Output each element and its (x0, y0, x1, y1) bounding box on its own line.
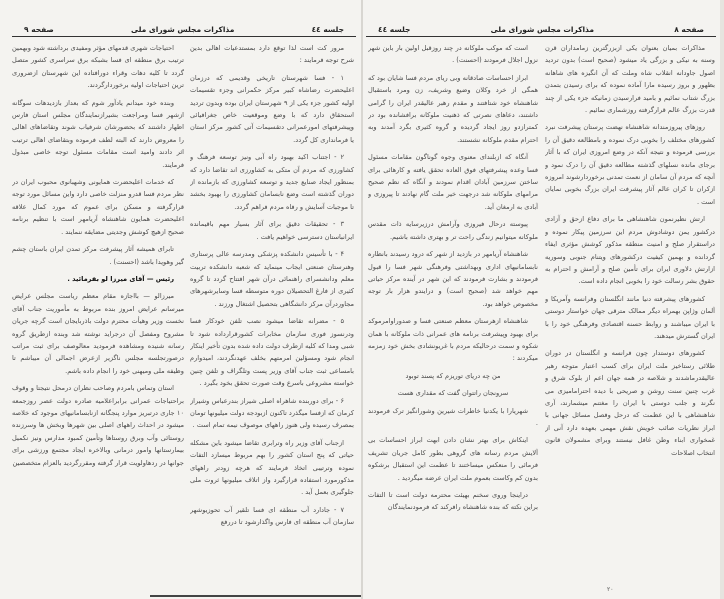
paragraph: شاهنشاه آریامهر در بازدید از شهر که درود رسیدند بانظاره نابسامانیهای اداری وبهداشتی وفرهنگی شهر فسا را قبول فرمودند و بشارت فرمودند که این شهر در آینده مرکز حیاتی مهم خواهد شد (صحیح است) و درایندو هزار بار توجه مخصوص خواهد بود. (368, 250, 538, 308)
paragraph: ۷ - جادارد آب منطقه ای فسا تلقیر آب تحوزیوشهر سازمان آب منطقه ای فارس واگذارشود تا دررفع (190, 505, 354, 527)
text-column-left (368, 42, 538, 562)
paragraph: ۶ - برای دوربنده شاهراه اصلی شیراز بندرعباس وشیراز کرمان که ازفسا میگذرد تاکنون ازبودجه دولت میلیونها تومان بمصرف رسیده ولی هنوز راههای موصوف نیمه تمام است . (190, 396, 354, 430)
paragraph: ۵ - مضرانه تقاضا میشود نصب تلفن خودکار فسا ودرنسوز فوری سازمان مخابرات کشورقرارداده شود تا شبی ومدا که کلیه ازطرف دولت داده شده بدون تأخیر اینکار انجام شود ومسؤلین امرمتهم بخلف عهدنگردند، امیدوارم بامساعی ثبت جناب آقای وزیر پست وتلگراف و تلفن چنین خواسته مشروعی باسرع وقت صورت تحقق بخود بگیرد . (190, 317, 354, 388)
paragraph: ارتش نظیرنمون شاهنشاهی ما برای دفاع ازحق و آزادی درکشور یمن دوشادوش مردم این سرزمین پیکار نموده و دراستقرار صلح و امنیت منطقه مذکور کوشش مؤثری ایفاء گردانده و بهمین کیفیت درکشورهای ویتنام جنوبی وسوریه ازارتش دلاوری ایران برای تأمین صلح و آرامش و احترام به حقوق بشر رسالت خود را بخوبی انجام داده است. (545, 215, 715, 286)
verse-line: سرونجان راتتوان گفت که مقداری هست (397, 389, 509, 398)
paragraph: تابرای همیشه آثار پیشرفت مرکز تمدن ایران باستان چشم گیر وهویدا باشد (احسنت) . (12, 245, 184, 266)
verse-line: من چه دریای توریزم که پسند توبود (405, 371, 501, 380)
paragraph: ۳ - تحقیقات دقیق برای آثار بسیار مهم باقیمانده ایرانباستان دسترسی خواهیم یافت . (190, 220, 354, 241)
text-column-left (12, 42, 184, 562)
paragraph: وبنده خود میدانم یادآور شوم که بعداز بازدیدهات سوگانه ازشهر فسا ومراجعت بشیرازنمایندگان مجلس استان فارس اظهار داشتند که بحضورشان شرفیاب شوند وتقاضاهای اهالی را معروض دارند که البته لطف فرموده وبتقاضای اهالی ترتیب اثر دادند وامید است مقامات مسئول توجه خاصی مبذول فرمایند. (12, 98, 184, 169)
page-header (12, 20, 356, 37)
paragraph: کشورهای دوستدار چون فرانسه و انگلستان در دوران طلائی رستاخیز ملت ایران برای کسب اعتبار متوجه رهبر عالیقدرماشدند و شلاصه در همه جهان اعم از بلوک شرق و غرب چنین سنت روشن و صریحی با دیده احتراماميزی می نگرند و جلب دوستی با ایران را مغتنم میشمارند، آری شاهنشاهی با این عظمت که درحل وفصل مسائل جهانی با ابراز نظریات صائب خویش نقش مهمی بعهده دارد آنی از غمخواری ابناء وطن غافل نیستند وبرای مشمولان قانون انتخاب اصلاحات (545, 349, 715, 457)
text-column-right (545, 42, 715, 562)
paragraph: ۱ - فسا شهرستان تاریخی وقدیمی که درزمان اعلیحضرت رضاشاه کبیر مرکز حکمرانی وجزء تقسیمات اولیه کشور جزء یکی از ۹ شهرستان ایران بوده وبدون تردید استحقاق دارد که با وضع وموقعیت خاص جغرافیائی وپیشرفتهای امورعمرانی دتقسیمات آتی کشور مرکز استان یا فرمانداری کل گردد. (190, 73, 354, 144)
paragraph: شاهنشاه ازهرستان معظم صنعتی فسا و صدوراوامرموکد برای بهبود وپیشرفت برنامه های عمرانی ذات ملوکانه با همان شکوه و سمت درحالیکه مردم با غریونشادی بخش خود زمزمه میکردند : (368, 317, 538, 363)
page-edge-shadow (150, 595, 362, 597)
paragraph: ۲ - اجتناب اکید بهبود راه آبی ونیز توسعه فرهنگ و کشاورزی که مردم آن متکی به کشاورزی اند تقاضا دارد که بمنظور ایجاد صنایع جدید و توسعه کشاورزی که بازمانده از دوران گذشته است وضع نابسامان کشاورزی را بهبود بخشد تا موجبات آسایش و رفاه مردم فراهم گردد. (190, 153, 354, 211)
running-title: مذاکرات مجلس شورای ملی (131, 25, 235, 34)
paragraph: روزهای پیروزمندانه شاهنشاه نهضت پرستان پیشرفت نبرد کشورهای مختلف را بخوبی درک نموده و بامطالعه دقیق آن را بررسی فرموده و نتیجه آنکه در وضع امروزی ایران که با آثار برجای مانده نسلهای گذشته مطالعه دقیق آن را درک نمود و آنچه که مردم آن سامان از نعمت تمدنی برخوردارشوند امروزه ازکران تا کران عالم آثار پیشرفت ایران بزرگ بخوبی نمایان است . (545, 123, 715, 206)
speaker-line: رئیس — آقای میرزا لو بفرمائید . (67, 274, 174, 283)
paragraph: اینکاش برای بهتر نشان دادن ابهت ابراز احساسات بی آلایش مردم رسانه های گروهی بطور کامل جریان تشریف فرمائی را منعکس میساختند تا عظمت این استقبال برشکوه بدون کم وکاست بعموم ملت ایران عرضه میگردید . (368, 436, 538, 482)
paragraph: که خدمات اعلیحضرت همایونی وشهبانوی محبوب ایران در نظر مردم فسا قدرو منزلت خاصی دارد واین مسائل مورد توجه قرارگرفته و مسکن برای عموم که مورد کمال علاقه اعلیحضرت همایون شاهنشاه آریامهر است با تنظیم برنامه صحیح ازهیچ کوشش وجدیتی مضایقه ننمایند . (12, 178, 184, 236)
paragraph: ۴ - با تأسیس دانشکده پزشکی ومدرسه عالی پرستاری وهنرستان صنعتی ایجاب مینماید که شعبه دانشکده تربیت معلم ودانشسرای راهنمائی درآن شهر افتتاح گردد تا گروه کثیری از فارغ التحصیلان دوره متوسطه فسا وسایرشهرهای مجاوردرآن مرکز دانشگاهی بتحصیل اشتغال ورزند . (190, 250, 354, 308)
paragraph: ابراز احساسات صادقانه وبی ریای مردم فسا شایان بود که همگی از خرد وکلان وضیع وشریف، زن ومرد باستقبال شاهنشاه خود شتافتند و مقدم رهبر عالیقدر ایران را گرامی داشتند، دعاهای نصرتی که ذهنیت ملوکانه برافشانده بود در کمترازدو روز ایجاد گردیده و گروه کثیری بگرد آمدند وبه احترام مقدم ملوکانه نشستند. (368, 73, 538, 144)
paragraph: مرور کت است لذا توقع دارد بمستدعیات اهالی بدین شرح توجه فرمایند : (190, 44, 354, 65)
session-number: جلسه ٤٤ (378, 25, 411, 34)
running-title: مذاکرات مجلس شورای ملی (490, 25, 594, 34)
right-page (362, 0, 724, 599)
paragraph: پیوسته درحال فیروزی وآرامش درزیرسایه ذات مقدس ملوکانه میتوانیم زندگی راحت تر و بهتری داشته باشیم. (368, 220, 538, 241)
paragraph: احتیاجات شهری قدمهای مؤثر ومفیدی برداشته شود وبهمین ترتیب برق منطقه ای فسا بشبکه برق سراسری کشور متصل گردد تا کلیه دهات وقراء دورافتاده این شهرستان ازضروری ترین احتیاجات اولیه برخوردارگردند. (12, 44, 184, 90)
page-header (366, 20, 716, 37)
session-number: جلسه ٤٤ (311, 25, 344, 34)
page-footer-mark: ۲۰ (607, 586, 614, 593)
paragraph: میرزالو — بااجازه مقام معظم ریاست مجلس عرایض میرسانم عرایض امروز بنده مربوط به مأموریت جناب آقای نخست وزیر وهیأت محترم دولت باذربایجان است گرچه جریان مشروح ومفصل آن درجراید نوشته شد وبنده ازطریق گروه رسانه شنیده ومشاهده فرمودید معالوصف برای ثبت مراتب درصورتجلسه مجلس ناگزیر ازعرض اجمالی آن میباشم تا وظیفه ملی ومیهنی خود را انجام داده باشم. (12, 292, 184, 375)
paragraph: کشورهای پیشرفته دنیا مانند انگلستان وفرانسه وآمریکا و آلمان وژاپن بهمراه دیگر ممالک مترقی جهان خواستار دوستی با ایران میباشند و روابط حسنه اقتصادی وفرهنگی خود را با ایران گسترش میدهند. (545, 294, 715, 340)
page-number: صفحه ۹ (24, 25, 54, 34)
paragraph: ازجناب آقای وزیر راه وترابری تقاضا میشود باین مشکله حیاتی که پنج استان کشور را بهم مربوط میسازد التفات نموده وترتیبی اتخاذ فرمایند که هرچه زودتر راههای مذکورمورد استفاده قرارگیرد واز اتلاف میلیونها ثروت ملی جلوگیری بعمل آید . (190, 438, 354, 497)
paragraph: مذاکرات بمیان بعنوان یکی ازبزرگترین زمامداران قرن وسنه به نیکی و بزرگی یاد میشود (صحیح است) بدون تردید اصول جاودانه انقلاب شاه وملت که آن انگیزه های شاهانه بظهور و بروز رسیده مارا آماده نموده که برای رسیدن بتمدن بزرگ شتاب نمائیم و بامید فرارسیدن زمانیکه جزء یکی از چند قدرت بزرگ عالم قرارگرفته روزشماری نمائیم . (545, 44, 715, 115)
paragraph: دراینجا وروی سخنم بهیئت محترمه دولت است تا التفات براین نکته که بنده شاهنشاه رافرکند که فرمودنمایندگان (368, 491, 538, 512)
page-edge (720, 0, 724, 599)
paragraph: آنگاه که ازبلندای معنوی وجوه گوناگون مقامات مسئول فسا وعده پیشرفتهای فوق العاده تحقق یافته و کارهائی برای ساختن سرزمین آبادان اقدام نمودند و آنگاه که نظم صحیح مرامهای ملوکانه شد درجهت خیر ملت گام نهادند تا پیروزی و آبادی به ارمغان آید. (368, 153, 538, 211)
text-column-right (190, 42, 354, 562)
paragraph: استان وتماس بامردم وصاحب نظران درمحل نتیجتا و وقوف براحتیاجات عمرانی برابراعلامیه صادره دولت عصر روزجمعه ۱۰ جاری درتبریز موارد پنجگانه ازنابسامانیهای موجود که خلاصه میشود در احداث راههای اصلی بین شهرها وبخش ها وسرزنده روستائی وآب وبرق روستاها وتأمین کمبود مدارس ونیز نکمیل بیمارستانها وامور درمانی وبالاخره ایجاد مجتمع ورزشی برای جوانها در ردهاولویت قرار گرفته ومقررگردید بالعزام متخصصین (12, 384, 184, 467)
paragraph: شهریارا با یکدنیا خاطرات شیرین وشورانگیز ترک فرمودند . (368, 406, 538, 427)
page-number: صفحه ۸ (674, 25, 704, 34)
paragraph: است که موکب ملوکانه در چند روزقبل اولین بار باین شهر نزول اجلال فرمودند (احسنت) . (368, 44, 538, 65)
